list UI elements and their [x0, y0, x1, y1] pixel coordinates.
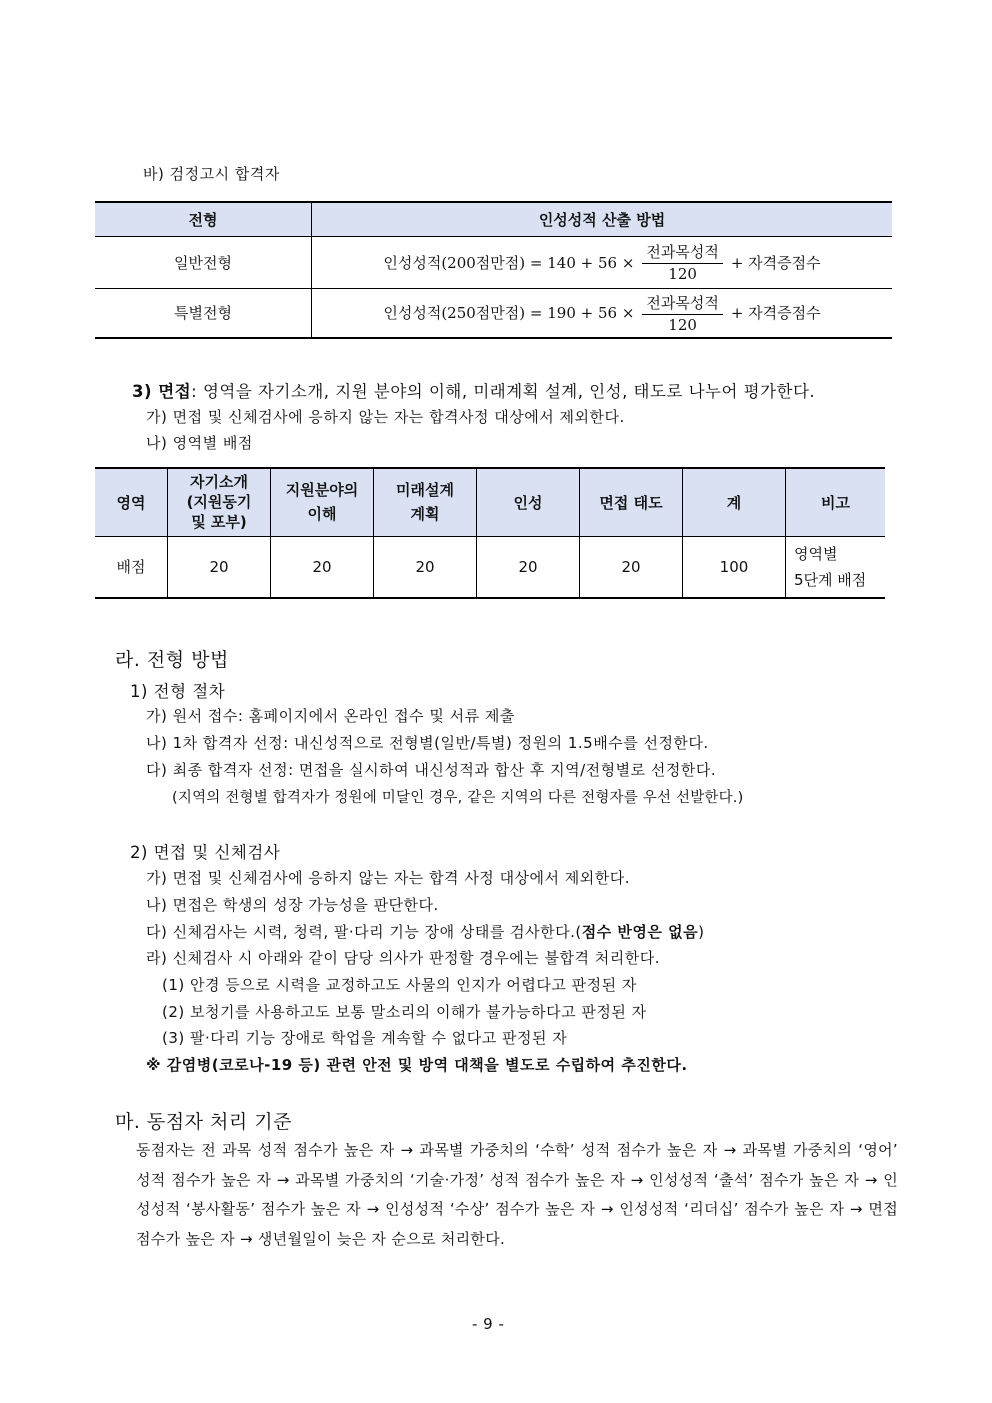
interview-ga: 가) 면접 및 신체검사에 응하지 않는 자는 합격사정 대상에서 제외한다.: [146, 408, 625, 426]
formula-fraction: [642, 241, 722, 283]
fraction-denominator: 120: [668, 315, 697, 334]
table2-header-self-intro: 자기소개 (지원동기 및 포부): [168, 468, 271, 536]
formula-right: + 자격증점수: [730, 253, 821, 272]
table2-header-future-plan: 미래설계 계획: [374, 468, 477, 536]
table2-score-value: 20: [374, 536, 477, 598]
formula-fraction: [642, 292, 722, 334]
table2-header-character: 인성: [477, 468, 580, 536]
ra-s2-ga: 가) 면접 및 신체검사에 응하지 않는 자는 합격 사정 대상에서 제외한다.: [146, 869, 631, 887]
ra-s2-da-bold: 점수 반영은 없음: [581, 923, 699, 941]
page-number: - 9 -: [472, 1315, 505, 1333]
section-ra-title: 라. 전형 방법: [115, 649, 229, 671]
formula-right: + 자격증점수: [730, 304, 821, 323]
table2-score-value: 20: [477, 536, 580, 598]
formula-left: 인성성적(250점만점) = 190 + 56 ×: [383, 304, 635, 323]
table2-header-attitude: 면접 태도: [580, 468, 683, 536]
section-ma-title: 마. 동점자 처리 기준: [115, 1111, 292, 1133]
ma-paragraph: 동점자는 전 과목 성적 점수가 높은 자 → 과목별 가중치의 ‘수학’ 성적 점수가 높은 자 → 과목별 가중치의 ‘영어’ 성적 점수가 높은 자 → 과목별 가중치의 ‘기술·가정’ 성적 점수가 높은 자 → 인성성적 ‘출석’ 점수가 높은 자 → 인성성적 ‘봉사활동’ 점수가 높은 자 → 인성성적 ‘수상’ 점수가 높은 자 → 인성성적 ‘리더십’ 점수가 높은 자 → 면접 점수가 높은 자 → 생년월일이 늦은 자 순으로 처리한다.: [136, 1141, 898, 1248]
table1-formula-cell: [312, 288, 893, 338]
fraction-denominator: 120: [668, 265, 697, 283]
ra-s2-da-text: 다) 신체검사는 시력, 청력, 팔·다리 기능 장애 상태를 검사한다.(: [146, 923, 582, 941]
table2-score-value: 20: [580, 536, 683, 598]
ra-notice: ※ 감염병(코로나-19 등) 관련 안전 및 방역 대책을 별도로 수립하여 추진한다.: [146, 1056, 688, 1074]
table1-header-method: 인성성적 산출 방법: [312, 202, 893, 236]
table1-header-type: 전형: [95, 202, 312, 236]
formula-left: 인성성적(200점만점) = 140 + 56 ×: [383, 253, 635, 272]
ra-s2-na: 나) 면접은 학생의 성장 가능성을 판단한다.: [146, 896, 439, 914]
ra-s1-ga: 가) 원서 접수: 홈페이지에서 온라인 접수 및 서류 제출: [146, 707, 515, 725]
ra-s2-ra: 라) 신체검사 시 아래와 같이 담당 의사가 판정할 경우에는 불합격 처리한다.: [146, 949, 661, 967]
table2-header-field-understanding: 지원분야의 이해: [271, 468, 374, 536]
table-row: [95, 288, 892, 338]
internal-grade-table: [95, 201, 892, 339]
table2-header-total: 계: [683, 468, 786, 536]
table1-type-cell: 특별전형: [95, 288, 312, 338]
table2-header-note: 비고: [786, 468, 886, 536]
ra-s1-note: (지역의 전형별 합격자가 정원에 미달인 경우, 같은 지역의 다른 전형자를 우선 선발한다.): [172, 790, 744, 806]
section-ba-heading: 바) 검정고시 합격자: [143, 165, 280, 183]
ra-s2-r1: (1) 안경 등으로 시력을 교정하고도 사물의 인지가 어렵다고 판정된 자: [162, 976, 637, 994]
table2-score-value: 20: [168, 536, 271, 598]
interview-number: 3) 면접: [132, 382, 192, 401]
interview-description: : 영역을 자기소개, 지원 분야의 이해, 미래계획 설계, 인성, 태도로 나누어 평가한다.: [191, 382, 816, 401]
ra-s2-r3: (3) 팔·다리 기능 장애로 학업을 계속할 수 없다고 판정된 자: [162, 1029, 568, 1047]
fraction-numerator: 전과목성적: [642, 241, 722, 264]
table1-type-cell: 일반전형: [95, 236, 312, 288]
ra-s1-heading: 1) 전형 절차: [130, 682, 226, 701]
table1-formula-cell: [312, 236, 893, 288]
table2-score-value: 20: [271, 536, 374, 598]
table2-header-area: 영역: [95, 468, 168, 536]
ra-s2-r2: (2) 보청기를 사용하고도 보통 말소리의 이해가 불가능하다고 판정된 자: [162, 1003, 647, 1021]
table2-score-label: 배점: [95, 536, 168, 598]
ra-s2-heading: 2) 면접 및 신체검사: [130, 843, 281, 862]
table2-note: 영역별 5단계 배점: [786, 536, 886, 598]
table2-score-total: 100: [683, 536, 786, 598]
interview-heading: [132, 378, 815, 402]
interview-score-table: [95, 467, 885, 599]
ra-s2-da: [146, 921, 704, 942]
table-row: [95, 536, 885, 598]
ra-s1-da: 다) 최종 합격자 선정: 면접을 실시하여 내신성적과 합산 후 지역/전형별로 선정한다.: [146, 761, 717, 779]
ra-s2-da-close: ): [698, 923, 705, 941]
ra-s1-na: 나) 1차 합격자 선정: 내신성적으로 전형별(일반/특별) 정원의 1.5배수를 선정한다.: [146, 734, 709, 752]
interview-na: 나) 영역별 배점: [146, 434, 253, 452]
table-row: [95, 236, 892, 288]
fraction-numerator: 전과목성적: [642, 292, 722, 315]
